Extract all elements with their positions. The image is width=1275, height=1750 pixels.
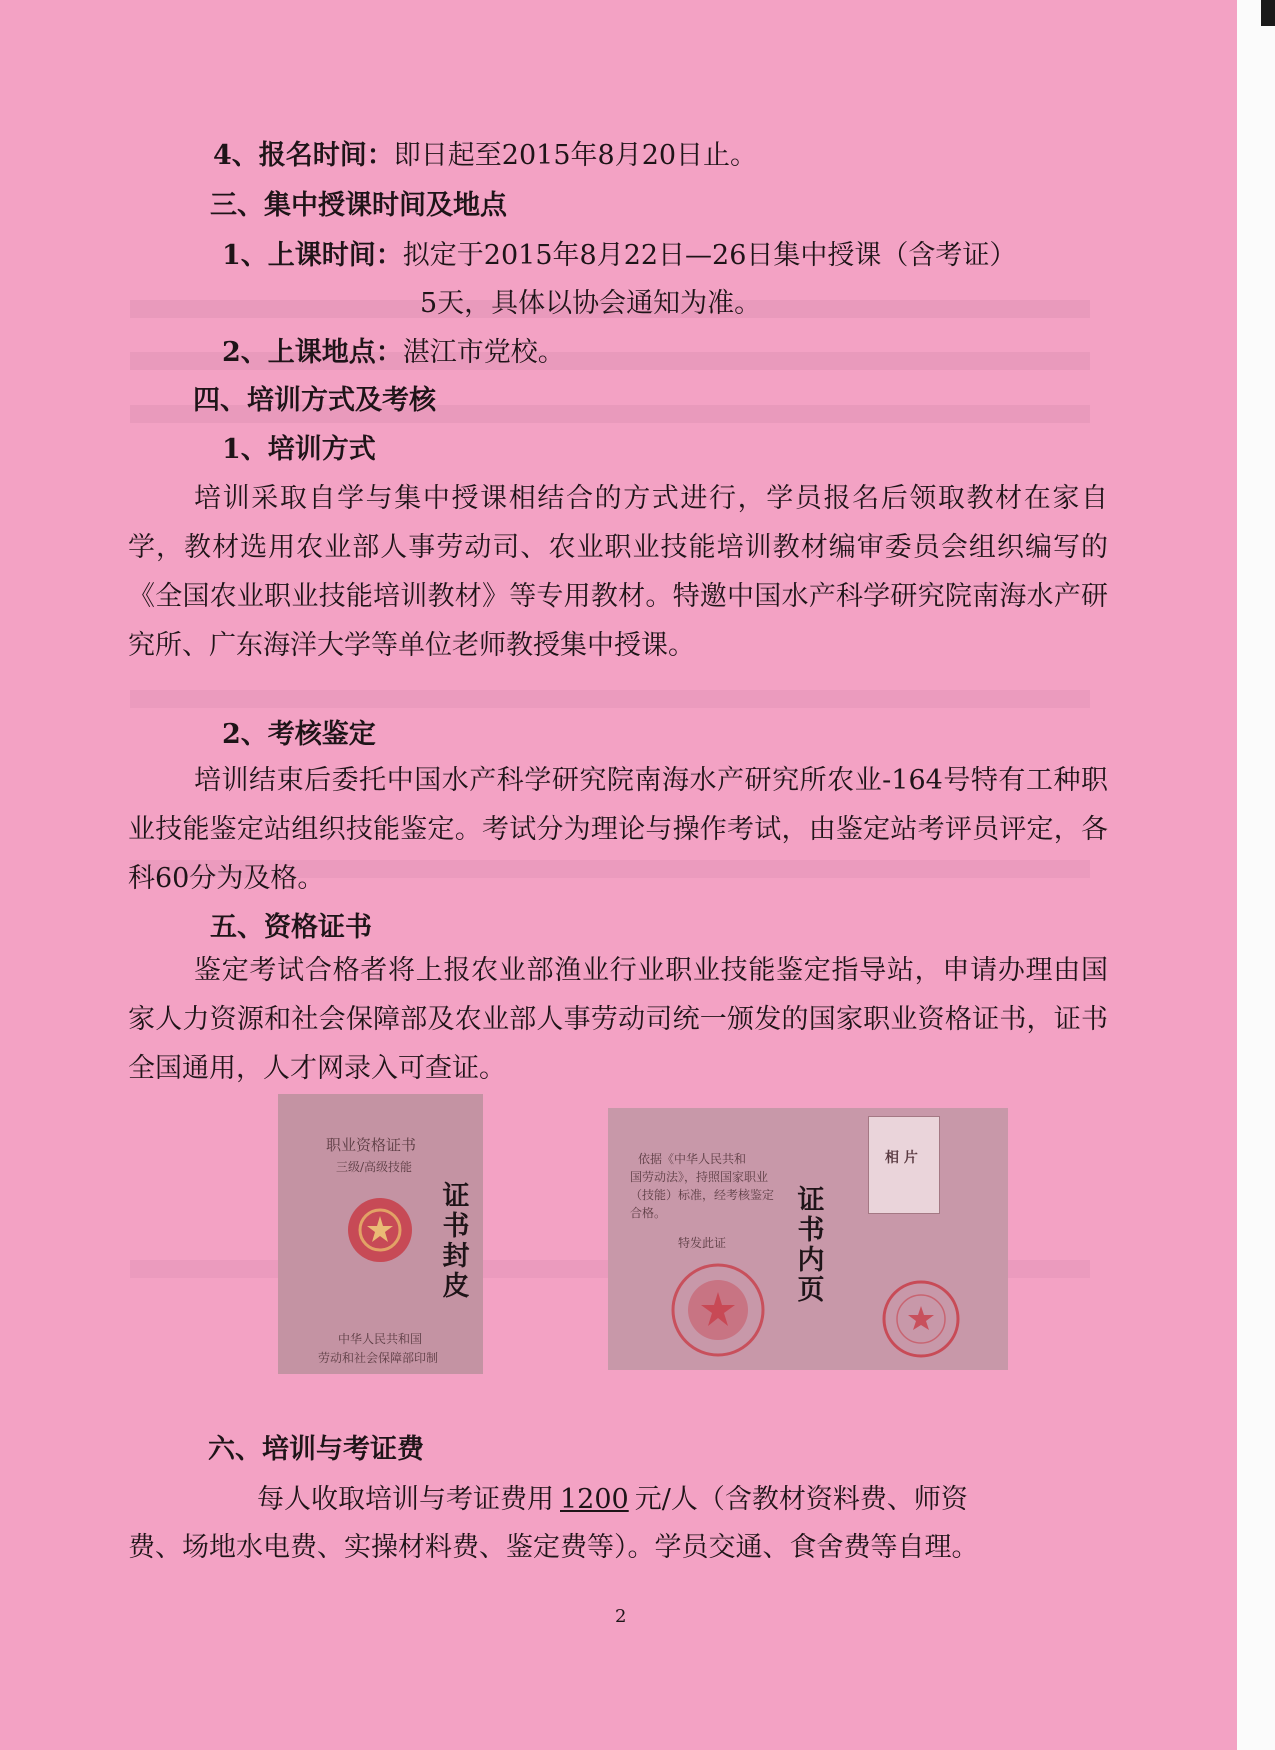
signup-time-text: 即日起至2015年8月20日止。 bbox=[393, 140, 758, 171]
fee-prefix: 每人收取培训与考证费用 bbox=[257, 1484, 554, 1515]
cover-title-text: 职业资格证书 bbox=[326, 1136, 417, 1154]
section-3-heading: 三、集中授课时间及地点 bbox=[210, 190, 507, 221]
assessment-heading: 2、考核鉴定 bbox=[222, 719, 376, 750]
inner-text-4: 合格。 bbox=[630, 1206, 667, 1220]
photo-placeholder-label: 相 片 bbox=[885, 1150, 918, 1166]
certificate-paragraph: 鉴定考试合格者将上报农业部渔业行业职业技能鉴定指导站，申请办理由国家人力资源和社会保障部及农业部人事劳动司统一颁发的国家职业资格证书，证书全国通用，人才网录入可查证。 bbox=[128, 955, 1108, 1084]
class-time-text: 拟定于2015年8月22日—26日集中授课（含考证） bbox=[402, 240, 1017, 271]
cover-bottom-line-2: 劳动和社会保障部印制 bbox=[318, 1351, 439, 1365]
assessment-paragraph: 培训结束后委托中国水产科学研究院南海水产研究所农业-164号特有工种职业技能鉴定站组织技能鉴定。考试分为理论与操作考试，由鉴定站考评员评定，各科60分为及格。 bbox=[128, 765, 1109, 894]
page-number: 2 bbox=[615, 1606, 627, 1627]
training-method-heading: 1、培训方式 bbox=[222, 434, 376, 465]
appraisal-station-seal-icon bbox=[880, 1278, 962, 1360]
class-time-line bbox=[222, 238, 1016, 274]
national-emblem-icon bbox=[344, 1194, 416, 1266]
inner-text-3: （技能）标准，经考核鉴定 bbox=[630, 1188, 775, 1202]
cover-level-text: 三级/高级技能 bbox=[336, 1160, 413, 1174]
fee-continued: 费、场地水电费、实操材料费、鉴定费等）。学员交通、食舍费等自理。 bbox=[128, 1532, 979, 1563]
signup-time-line bbox=[213, 138, 757, 174]
class-time-continued: 5天，具体以协会通知为准。 bbox=[420, 288, 762, 319]
fee-line bbox=[257, 1482, 968, 1518]
fee-amount: 1200 bbox=[560, 1484, 629, 1515]
scan-corner bbox=[1261, 0, 1275, 26]
cover-caption: 证书封皮 bbox=[442, 1181, 470, 1302]
class-location-line bbox=[222, 335, 565, 371]
inner-caption: 证书内页 bbox=[797, 1185, 825, 1306]
inner-text-2: 国劳动法》，持照国家职业 bbox=[630, 1170, 769, 1184]
fee-suffix: 元/人（含教材资料费、师资 bbox=[634, 1484, 968, 1515]
photo-placeholder bbox=[868, 1116, 940, 1214]
section-4-heading: 四、培训方式及考核 bbox=[193, 385, 436, 416]
training-method-paragraph: 培训采取自学与集中授课相结合的方式进行，学员报名后领取教材在家自学，教材选用农业部人事劳动司、农业职业技能培训教材编审委员会组织编写的《全国农业职业技能培训教材》等专用教材。特邀中国水产科学研究院南海水产研究所、广东海洋大学等单位老师教授集中授课。 bbox=[128, 483, 1108, 661]
official-seal-icon bbox=[668, 1260, 768, 1360]
class-time-label: 1、上课时间： bbox=[222, 240, 403, 271]
inner-text-5: 特发此证 bbox=[678, 1236, 727, 1250]
class-location-label: 2、上课地点： bbox=[222, 337, 403, 368]
class-location-text: 湛江市党校。 bbox=[402, 337, 565, 368]
section-5-heading: 五、资格证书 bbox=[210, 912, 372, 943]
page-edge bbox=[1237, 0, 1275, 1750]
inner-text-1: 依据《中华人民共和 bbox=[638, 1152, 747, 1166]
signup-time-label: 4、报名时间： bbox=[213, 140, 394, 171]
section-6-heading: 六、培训与考证费 bbox=[208, 1434, 424, 1465]
cover-bottom-line-1: 中华人民共和国 bbox=[338, 1332, 423, 1346]
